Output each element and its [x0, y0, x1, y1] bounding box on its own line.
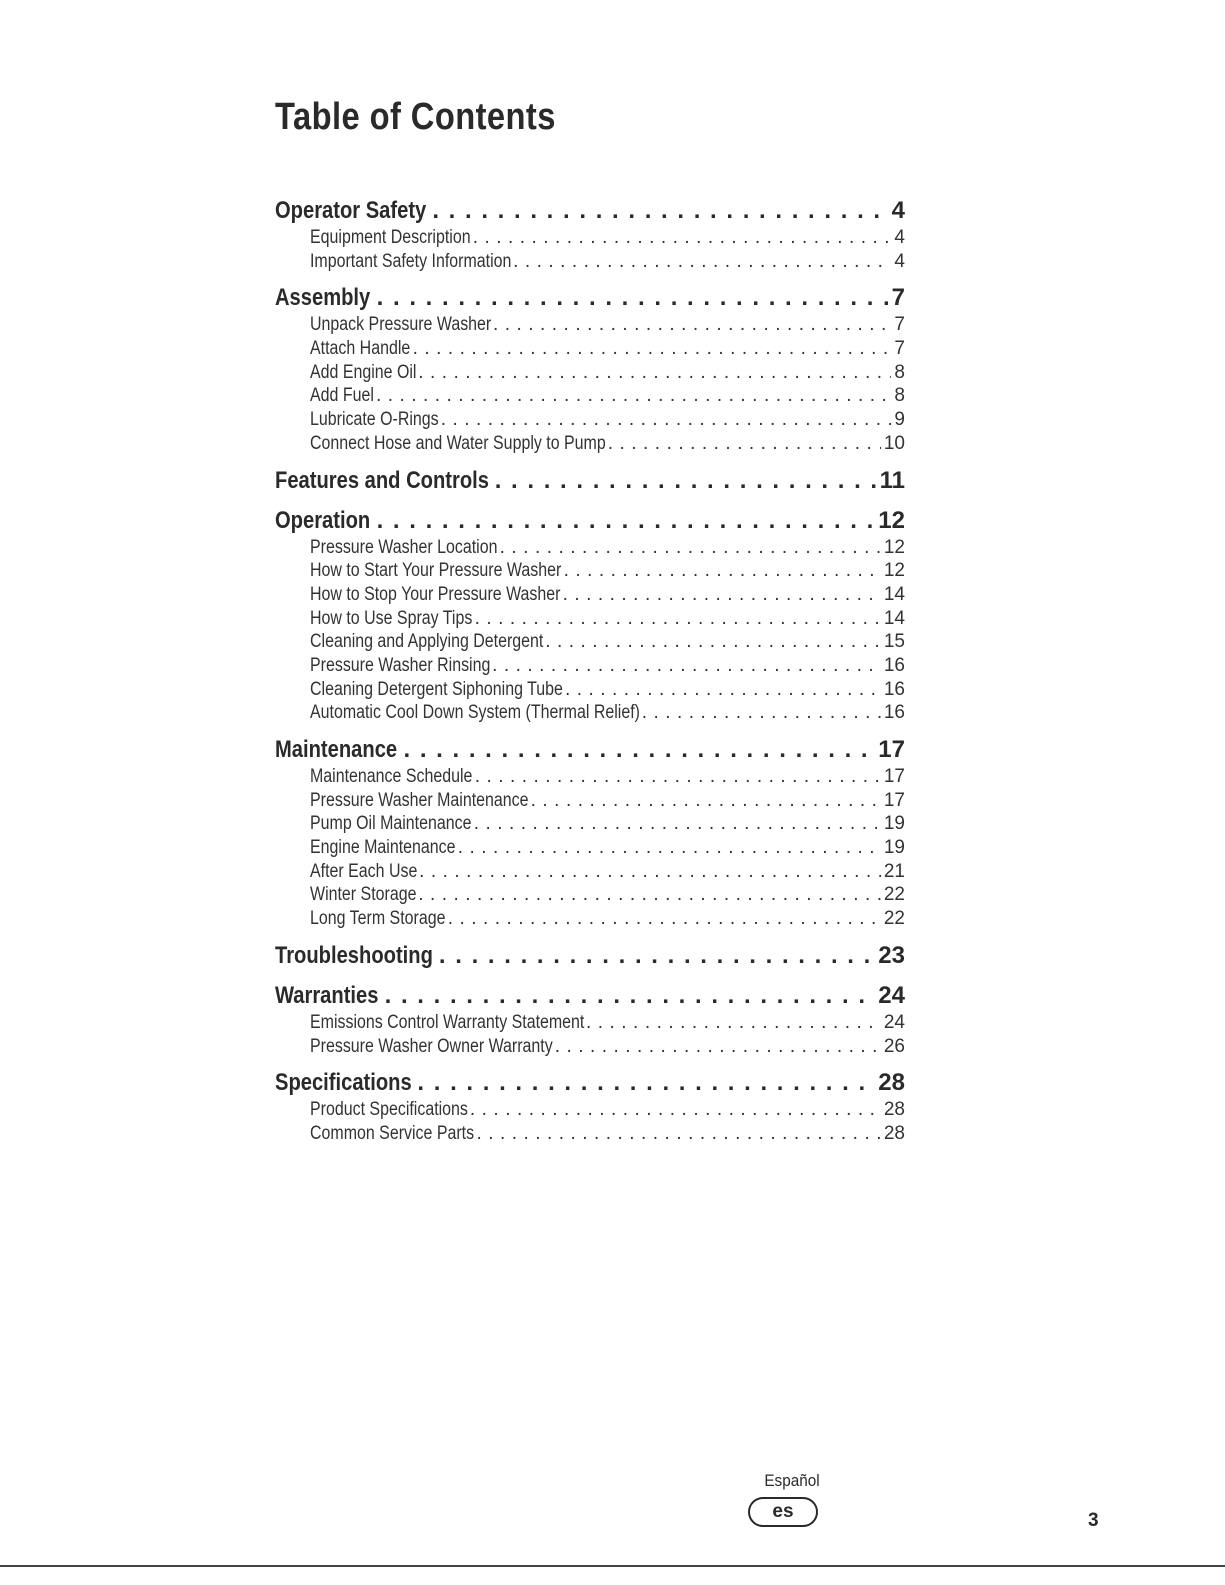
toc-entry[interactable]	[275, 789, 905, 813]
toc-entry[interactable]	[275, 1122, 905, 1146]
toc-section-page: 24	[878, 981, 905, 1009]
dot-leader	[491, 313, 891, 337]
toc-section-heading[interactable]	[275, 981, 905, 1011]
dot-leader	[473, 765, 881, 789]
page-title: Table of Contents	[275, 96, 556, 138]
toc-section	[275, 941, 905, 971]
toc-entry-page: 4	[894, 250, 905, 272]
toc-entry[interactable]	[275, 226, 905, 250]
toc-entry-label: Maintenance Schedule	[310, 766, 473, 787]
toc-entry-page: 12	[883, 560, 905, 582]
toc-entry-page: 8	[894, 361, 905, 383]
dot-leader	[511, 250, 891, 274]
toc-section-title: Specifications	[275, 1069, 412, 1097]
toc-entry-page: 7	[894, 314, 905, 336]
dot-leader	[474, 1122, 880, 1146]
dot-leader	[490, 654, 881, 678]
dot-leader	[606, 432, 881, 456]
toc-section-page: 4	[891, 197, 905, 224]
language-badge[interactable]: es	[748, 1497, 818, 1527]
toc-entry-label: Attach Handle	[310, 338, 411, 360]
toc-entry[interactable]	[275, 1098, 905, 1122]
dot-leader	[584, 1011, 881, 1035]
toc-section-heading[interactable]	[275, 466, 905, 496]
dot-leader	[446, 907, 881, 931]
toc-entry-page: 19	[883, 813, 905, 835]
toc-entry[interactable]	[275, 583, 905, 607]
toc-section-heading[interactable]	[275, 941, 905, 971]
toc-entry-label: Unpack Pressure Washer	[310, 314, 492, 336]
dot-leader	[433, 941, 874, 971]
toc-entry-page: 9	[894, 409, 905, 431]
toc-section-page: 7	[891, 284, 905, 312]
dot-leader	[471, 226, 892, 250]
dot-leader	[416, 361, 891, 385]
toc-section-title: Troubleshooting	[275, 941, 433, 969]
toc-entry[interactable]	[275, 654, 905, 678]
toc-entry-page: 22	[883, 908, 905, 930]
toc-entry-label: Engine Maintenance	[310, 837, 456, 859]
toc-entry-label: Pressure Washer Location	[310, 536, 498, 558]
toc-entry[interactable]	[275, 384, 905, 408]
toc-entry-label: Long Term Storage	[310, 908, 446, 930]
dot-leader	[416, 883, 881, 907]
toc-entry-page: 28	[883, 1122, 905, 1144]
toc-entry-page: 16	[883, 702, 905, 724]
dot-leader	[563, 678, 881, 702]
toc-entry-page: 12	[883, 536, 905, 558]
toc-entry[interactable]	[275, 361, 905, 385]
toc-entry-label: How to Stop Your Pressure Washer	[310, 583, 561, 605]
toc-entry-page: 22	[883, 884, 905, 906]
toc-entry[interactable]	[275, 1011, 905, 1035]
toc-entry[interactable]	[275, 678, 905, 702]
toc-entry-label: Cleaning Detergent Siphoning Tube	[310, 678, 563, 700]
toc-section	[275, 196, 905, 273]
dot-leader	[489, 466, 876, 496]
toc-section-heading[interactable]	[275, 196, 905, 226]
dot-leader	[468, 1098, 881, 1122]
dot-leader	[371, 283, 888, 313]
toc-entry[interactable]	[275, 883, 905, 907]
dot-leader	[411, 337, 892, 361]
toc-section-heading[interactable]	[275, 735, 905, 765]
toc-section-page: 23	[878, 941, 905, 969]
toc-entry-label: Emissions Control Warranty Statement	[310, 1011, 585, 1033]
toc-section-heading[interactable]	[275, 506, 905, 536]
dot-leader	[439, 408, 892, 432]
toc-entry[interactable]	[275, 701, 905, 725]
toc-section-title: Assembly	[275, 284, 371, 312]
dot-leader	[473, 607, 881, 631]
dot-leader	[374, 384, 891, 408]
bottom-rule	[0, 1565, 1225, 1567]
toc-section-page: 11	[879, 466, 905, 494]
toc-entry-label: Pump Oil Maintenance	[310, 813, 472, 835]
dot-leader	[553, 1035, 881, 1059]
toc-entry-label: Cleaning and Applying Detergent	[310, 631, 544, 653]
toc-entry-label: Add Engine Oil	[310, 361, 417, 383]
toc-entry-page: 16	[883, 654, 905, 676]
toc-section-title: Operator Safety	[275, 197, 427, 224]
toc-entry-page: 7	[894, 338, 905, 360]
toc-section-page: 17	[878, 736, 905, 763]
dot-leader	[456, 836, 881, 860]
toc-entry-page: 16	[883, 678, 905, 700]
toc-entry-page: 10	[883, 432, 905, 454]
toc-entry[interactable]	[275, 337, 905, 361]
toc-section-title: Warranties	[275, 981, 379, 1009]
toc-section-title: Maintenance	[275, 736, 398, 763]
toc-entry[interactable]	[275, 836, 905, 860]
toc-entry-label: Winter Storage	[310, 884, 417, 906]
dot-leader	[411, 1068, 874, 1098]
toc-entry-label: Add Fuel	[310, 385, 374, 407]
toc-entry-label: Lubricate O-Rings	[310, 409, 439, 431]
toc-entry[interactable]	[275, 812, 905, 836]
dot-leader	[498, 536, 881, 560]
toc-entry[interactable]	[275, 250, 905, 274]
dot-leader	[529, 789, 881, 813]
dot-leader	[379, 981, 875, 1011]
dot-leader	[398, 735, 875, 765]
toc-entry[interactable]	[275, 536, 905, 560]
toc-entry-label: How to Use Spray Tips	[310, 607, 473, 629]
toc-entry[interactable]	[275, 630, 905, 654]
toc-section-page: 12	[878, 506, 905, 534]
toc-section	[275, 506, 905, 726]
toc-entry[interactable]	[275, 313, 905, 337]
toc-section-title: Features and Controls	[275, 466, 489, 494]
toc-entry-label: Pressure Washer Rinsing	[310, 654, 491, 676]
toc-entry-page: 15	[883, 631, 905, 653]
toc-section	[275, 283, 905, 455]
page-number: 3	[1088, 1510, 1099, 1531]
dot-leader	[562, 559, 881, 583]
dot-leader	[543, 630, 881, 654]
toc-entry-page: 19	[883, 837, 905, 859]
toc-section	[275, 735, 905, 931]
toc-entry-label: How to Start Your Pressure Washer	[310, 560, 562, 582]
toc-entry-page: 17	[883, 789, 905, 811]
toc-entry-page: 17	[883, 766, 905, 787]
toc-entry-label: Automatic Cool Down System (Thermal Relief)	[310, 702, 640, 724]
toc-entry-label: Common Service Parts	[310, 1122, 475, 1144]
toc-section-page: 28	[878, 1069, 905, 1097]
toc-entry[interactable]	[275, 860, 905, 884]
toc-entry-label: After Each Use	[310, 860, 418, 882]
toc-entry-label: Equipment Description	[310, 227, 471, 248]
toc-entry-label: Important Safety Information	[310, 250, 512, 272]
toc-entry-label: Product Specifications	[310, 1099, 468, 1121]
dot-leader	[640, 701, 881, 725]
toc-entry-page: 26	[883, 1035, 905, 1057]
toc-entry-page: 4	[894, 227, 905, 248]
table-of-contents	[275, 196, 905, 1156]
toc-entry-label: Pressure Washer Owner Warranty	[310, 1035, 553, 1057]
dot-leader	[426, 196, 887, 226]
toc-entry-page: 24	[883, 1011, 905, 1033]
toc-section-heading[interactable]	[275, 1068, 905, 1098]
toc-entry[interactable]	[275, 408, 905, 432]
toc-entry[interactable]	[275, 1035, 905, 1059]
dot-leader	[472, 812, 881, 836]
dot-leader	[561, 583, 881, 607]
toc-section-heading[interactable]	[275, 283, 905, 313]
language-label: Español	[764, 1471, 820, 1490]
dot-leader	[417, 860, 881, 884]
toc-entry-label: Pressure Washer Maintenance	[310, 789, 529, 811]
toc-section-title: Operation	[275, 506, 371, 534]
toc-entry[interactable]	[275, 559, 905, 583]
dot-leader	[371, 506, 875, 536]
toc-entry-page: 21	[883, 860, 905, 882]
toc-entry-page: 28	[883, 1099, 905, 1121]
toc-entry-page: 14	[883, 607, 905, 629]
toc-entry[interactable]	[275, 432, 905, 456]
toc-entry[interactable]	[275, 607, 905, 631]
toc-entry[interactable]	[275, 765, 905, 789]
toc-entry[interactable]	[275, 907, 905, 931]
toc-entry-page: 14	[883, 583, 905, 605]
toc-entry-page: 8	[894, 385, 905, 407]
toc-section	[275, 981, 905, 1058]
toc-section	[275, 1068, 905, 1145]
toc-entry-label: Connect Hose and Water Supply to Pump	[310, 432, 606, 454]
toc-section	[275, 466, 905, 496]
